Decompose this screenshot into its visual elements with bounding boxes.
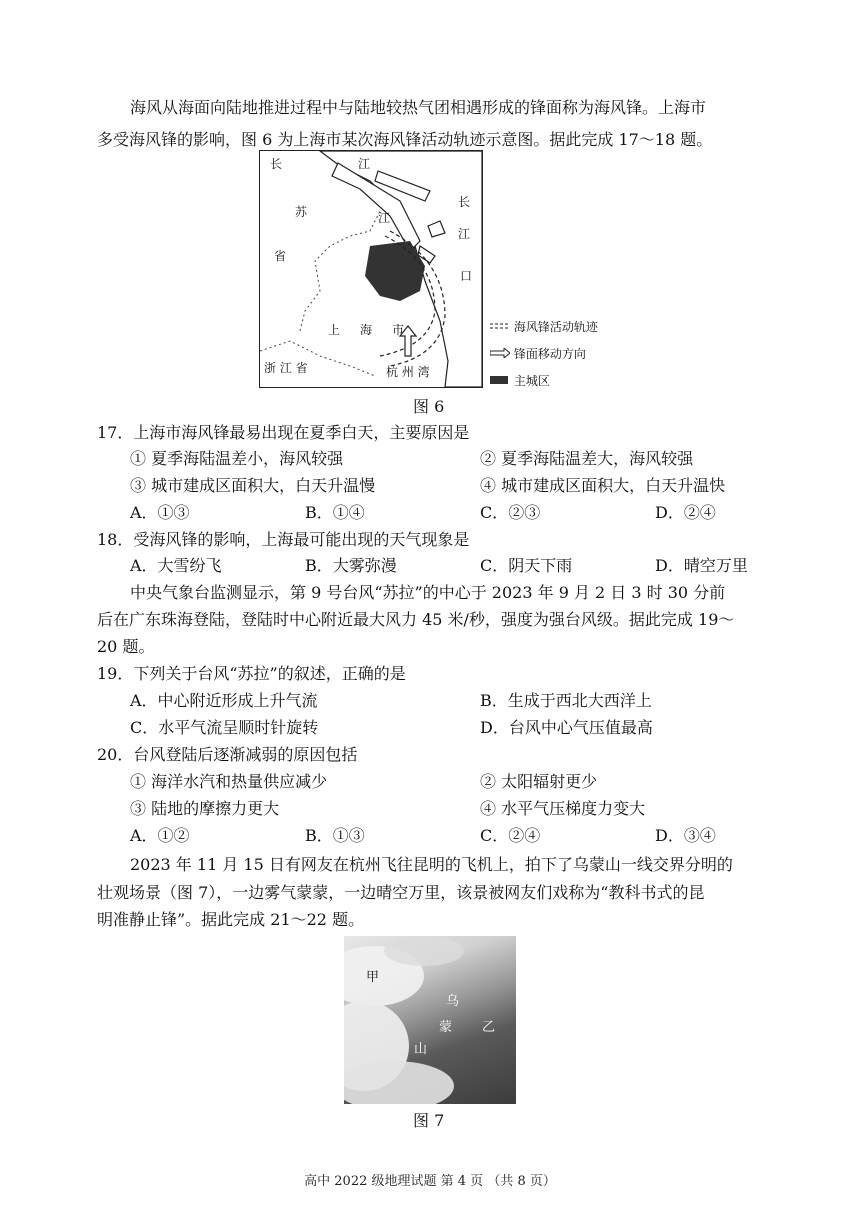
legend-track-icon	[490, 321, 510, 331]
q20-opt2: ② 太阳辐射更少	[480, 772, 598, 791]
q17-opt2: ② 夏季海陆温差大，海风较强	[480, 449, 694, 468]
q20-choice-b: B．①③	[305, 826, 365, 845]
q17-opt1: ① 夏季海陆温差小，海风较强	[130, 449, 344, 468]
intro1-line2: 多受海风锋的影响，图 6 为上海市某次海风锋活动轨迹示意图。据此完成 17～18 题。	[97, 130, 713, 149]
label-hangzhouwan: 杭 州 湾	[386, 365, 430, 379]
label-jia: 甲	[366, 970, 380, 985]
figure7-photo	[344, 936, 516, 1104]
q20-opt4: ④ 水平气压梯度力变大	[480, 799, 646, 818]
q20-opt3: ③ 陆地的摩擦力更大	[130, 799, 280, 818]
q18-choice-b: B．大雾弥漫	[305, 556, 397, 575]
q19-choice-c: C．水平气流呈顺时针旋转	[130, 718, 319, 737]
label-jiang3: 江	[458, 227, 471, 241]
legend-direction-label: 锋面移动方向	[513, 347, 586, 361]
q20-choice-d: D．③④	[655, 826, 716, 845]
q18-choice-a: A．大雪纷飞	[130, 556, 222, 575]
label-zhejiang: 浙 江 省	[264, 361, 308, 375]
q20-stem: 20．台风登陆后逐渐减弱的原因包括	[97, 745, 358, 764]
legend-arrow-icon	[490, 348, 510, 358]
label-jiang1: 江	[358, 157, 371, 171]
label-chang2: 长	[458, 195, 471, 209]
label-shi: 市	[392, 323, 405, 337]
q20-opt1: ① 海洋水汽和热量供应减少	[130, 772, 328, 791]
intro2-line3: 20 题。	[97, 637, 155, 656]
q19-choice-a: A．中心附近形成上升气流	[130, 691, 318, 710]
label-jiang2: 江	[378, 211, 391, 225]
label-chang1: 长	[270, 157, 283, 171]
map-drawing	[260, 151, 482, 387]
intro3-line1: 2023 年 11 月 15 日有网友在杭州飞往昆明的飞机上，拍下了乌蒙山一线交界分明的	[130, 855, 733, 874]
intro2-line2: 后在广东珠海登陆，登陆时中心附近最大风力 45 米/秒，强度为强台风级。据此完成 19～	[97, 610, 735, 629]
label-yi: 乙	[482, 1020, 496, 1035]
label-kou: 口	[460, 269, 473, 283]
q17-choice-c: C．②③	[480, 503, 541, 522]
q20-choice-c: C．②④	[480, 826, 541, 845]
intro2-line1: 中央气象台监测显示，第 9 号台风“苏拉”的中心于 2023 年 9 月 2 日 3 时 30 分前	[130, 583, 726, 602]
label-shang: 上	[328, 323, 341, 337]
legend-direction	[490, 345, 586, 362]
q18-choice-c: C．阴天下雨	[480, 556, 573, 575]
q17-stem: 17．上海市海风锋最易出现在夏季白天，主要原因是	[97, 423, 470, 442]
intro1-line1: 海风从海面向陆地推进过程中与陆地较热气团相遇形成的锋面称为海风锋。上海市	[130, 98, 707, 117]
q19-choice-d: D．台风中心气压值最高	[480, 718, 653, 737]
intro3-line3: 明准静止锋”。据此完成 21～22 题。	[97, 910, 365, 929]
q17-opt4: ④ 城市建成区面积大，白天升温快	[480, 476, 726, 495]
q19-choice-b: B．生成于西北大西洋上	[480, 691, 652, 710]
legend-track	[490, 318, 598, 335]
label-wu: 乌	[446, 994, 460, 1009]
label-hai: 海	[360, 323, 373, 337]
legend-city-label: 主城区	[513, 374, 550, 388]
q17-choice-a: A．①③	[130, 503, 190, 522]
legend-city	[490, 372, 550, 389]
figure6-caption: 图 6	[413, 397, 445, 416]
label-su: 苏	[295, 205, 308, 219]
q18-stem: 18．受海风锋的影响，上海最可能出现的天气现象是	[97, 530, 470, 549]
intro3-line2: 壮观场景（图 7），一边雾气蒙蒙，一边晴空万里，该景被网友们戏称为“教科书式的昆	[97, 883, 705, 902]
figure6-map	[259, 150, 483, 388]
q18-choice-d: D．晴空万里	[655, 556, 748, 575]
q17-opt3: ③ 城市建成区面积大，白天升温慢	[130, 476, 376, 495]
page-footer: 高中 2022 级地理试题 第 4 页 （共 8 页）	[304, 1174, 556, 1189]
q17-choice-d: D．②④	[655, 503, 716, 522]
q20-choice-a: A．①②	[130, 826, 190, 845]
label-meng: 蒙	[439, 1020, 453, 1035]
legend-track-label: 海风锋活动轨迹	[513, 320, 598, 334]
label-shan: 山	[414, 1042, 428, 1057]
label-sheng: 省	[274, 249, 287, 263]
q19-stem: 19．下列关于台风“苏拉”的叙述，正确的是	[97, 664, 406, 683]
legend-city-icon	[490, 375, 510, 385]
figure7-caption: 图 7	[413, 1111, 445, 1130]
q17-choice-b: B．①④	[305, 503, 365, 522]
